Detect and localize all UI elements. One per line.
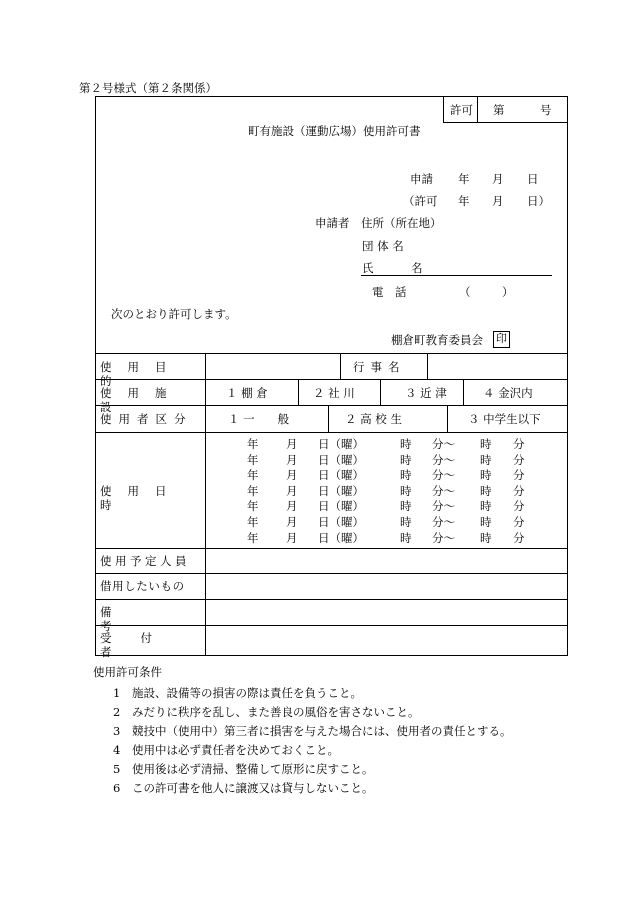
datetime-cell: 分～ (432, 483, 455, 498)
condition-text: この許可書を他人に譲渡又は貸与しないこと。 (132, 781, 374, 795)
datetime-cell: 年 (247, 483, 259, 498)
kyoka-nen: 年 (458, 194, 470, 208)
datetime-cell: 曜） (341, 515, 364, 529)
datetime-cell: 年 (247, 452, 259, 467)
datetime-cell: 日（ (318, 530, 341, 545)
facility-label (100, 386, 198, 414)
kyoka-hi: 日） (527, 194, 550, 208)
datetime-cell: 分～ (432, 468, 455, 483)
seal-mark: 印 (493, 331, 510, 348)
condition-number: 3 (113, 724, 121, 738)
address-label: 住所（所在地） (361, 216, 442, 230)
datetime-cell: 分 (513, 437, 525, 451)
applicant-label: 申請者 (315, 216, 350, 230)
receiver-label-text: 受付者 (100, 631, 181, 659)
facility-option[interactable]: ３ 近 津 (405, 386, 447, 400)
condition-text: みだりに秩序を乱し、また善良の風俗を害さないこと。 (132, 705, 420, 719)
datetime-cell: 分～ (432, 515, 455, 529)
receiver-label (100, 631, 198, 659)
datetime-cell: 年 (247, 499, 259, 514)
remarks-label (100, 605, 198, 633)
datetime-cell: 時 (480, 437, 492, 451)
datetime-cell: 曜） (341, 483, 364, 498)
statement: 次のとおり許可します。 (111, 307, 237, 321)
purpose-label-text: 使用目的 (100, 360, 183, 388)
name-label-1: 氏 (362, 261, 374, 275)
expected-people-label: 使用予定人員 (100, 554, 190, 568)
facility-option[interactable]: １ 棚 倉 (226, 386, 268, 400)
user-class-label (100, 412, 198, 426)
datetime-cell: 時 (480, 515, 492, 529)
datetime-cell: 日（ (318, 452, 341, 467)
condition-number: 2 (113, 705, 121, 719)
datetime-cell: 年 (247, 515, 259, 529)
datetime-cell: 年 (247, 437, 259, 451)
form-title: 町有施設（運動広場）使用許可書 (248, 124, 421, 138)
permit-label: 許可 (450, 103, 473, 117)
shinsei-tsuki: 月 (492, 172, 504, 186)
datetime-cell: 時 (400, 468, 412, 483)
datetime-cell: 日（ (318, 483, 341, 498)
phone-paren-close: ） (502, 285, 514, 299)
datetime-cell: 月 (286, 452, 298, 467)
name-label-2: 名 (411, 261, 423, 275)
facility-option[interactable]: ２ 社 川 (313, 386, 355, 400)
shinsei-nen: 年 (458, 172, 470, 186)
datetime-cell: 月 (286, 515, 298, 529)
datetime-cell: 時 (400, 437, 412, 451)
condition-number: 6 (113, 781, 121, 795)
condition-text: 使用中は必ず責任者を決めておくこと。 (132, 743, 339, 757)
datetime-cell: 分 (513, 530, 525, 545)
permit-go: 号 (540, 103, 552, 117)
datetime-cell: 分 (513, 452, 525, 467)
condition-number: 4 (113, 743, 121, 757)
datetime-cell: 分～ (432, 452, 455, 467)
datetime-cell: 分～ (432, 530, 455, 545)
condition-text: 施設、設備等の損害の際は責任を負うこと。 (132, 686, 362, 700)
condition-text: 使用後は必ず清掃、整備して原形に戻すこと。 (132, 762, 374, 776)
datetime-cell: 時 (480, 452, 492, 467)
datetime-cell: 時 (400, 530, 412, 545)
datetime-cell: 分 (513, 515, 525, 529)
datetime-cell: 時 (480, 483, 492, 498)
event-label: 行事名 (353, 360, 406, 374)
facility-label-text: 使用施設 (100, 386, 183, 414)
user-class-label-text: 使用者区分 (100, 412, 193, 426)
datetime-cell: 分 (513, 499, 525, 514)
shinsei-hi: 日 (527, 172, 539, 186)
kyoka-label: （許可 (403, 194, 438, 208)
datetime-cell: 日（ (318, 499, 341, 514)
datetime-cell: 分～ (432, 499, 455, 514)
shinsei-label: 申請 (410, 172, 433, 186)
user-class-option[interactable]: ２ 高 校 生 (345, 412, 402, 426)
datetime-cell: 時 (400, 499, 412, 514)
datetime-cell: 曜） (341, 468, 364, 483)
condition-number: 1 (113, 686, 121, 700)
datetime-cell: 月 (286, 437, 298, 451)
datetime-cell: 月 (286, 468, 298, 483)
datetime-cell: 年 (247, 530, 259, 545)
datetime-cell: 時 (480, 468, 492, 483)
datetime-cell: 曜） (341, 437, 364, 451)
datetime-cell: 月 (286, 499, 298, 514)
remarks-label-text: 備考 (100, 605, 176, 633)
phone-label: 電 話 (372, 285, 407, 299)
datetime-cell: 時 (400, 452, 412, 467)
datetime-cell: 分 (513, 483, 525, 498)
issuer: 棚倉町教育委員会 (391, 333, 483, 347)
purpose-label (100, 360, 198, 388)
user-class-option[interactable]: ３ 中学生以下 (468, 412, 541, 426)
datetime-cell: 時 (480, 499, 492, 514)
datetime-cell: 月 (286, 483, 298, 498)
datetime-label-text: 使用日時 (100, 484, 183, 512)
phone-paren-open: （ (459, 285, 471, 299)
form-number: 第２号様式（第２条関係） (79, 81, 217, 95)
datetime-cell: 時 (480, 530, 492, 545)
datetime-cell: 日（ (318, 468, 341, 483)
datetime-cell: 曜） (341, 452, 364, 467)
kyoka-tsuki: 月 (492, 194, 504, 208)
user-class-option[interactable]: １ 一 般 (228, 412, 290, 426)
datetime-cell: 日（ (318, 515, 341, 529)
condition-number: 5 (113, 762, 121, 776)
datetime-cell: 月 (286, 530, 298, 545)
datetime-cell: 時 (400, 483, 412, 498)
datetime-cell: 日（ (318, 437, 341, 451)
conditions-heading: 使用許可条件 (93, 665, 162, 679)
datetime-cell: 曜） (341, 499, 364, 514)
datetime-cell: 曜） (341, 530, 364, 545)
datetime-label (100, 484, 198, 512)
datetime-cell: 分 (513, 468, 525, 483)
borrow-label: 借用したいもの (100, 579, 185, 593)
datetime-cell: 時 (400, 515, 412, 529)
group-label: 団 体 名 (362, 239, 404, 253)
facility-option[interactable]: ４ 金沢内 (483, 386, 533, 400)
datetime-cell: 分～ (432, 437, 455, 451)
datetime-cell: 年 (247, 468, 259, 483)
condition-text: 競技中（使用中）第三者に損害を与えた場合には、使用者の責任とする。 (132, 724, 512, 738)
name-underline (361, 275, 552, 276)
permit-dai: 第 (493, 103, 505, 117)
